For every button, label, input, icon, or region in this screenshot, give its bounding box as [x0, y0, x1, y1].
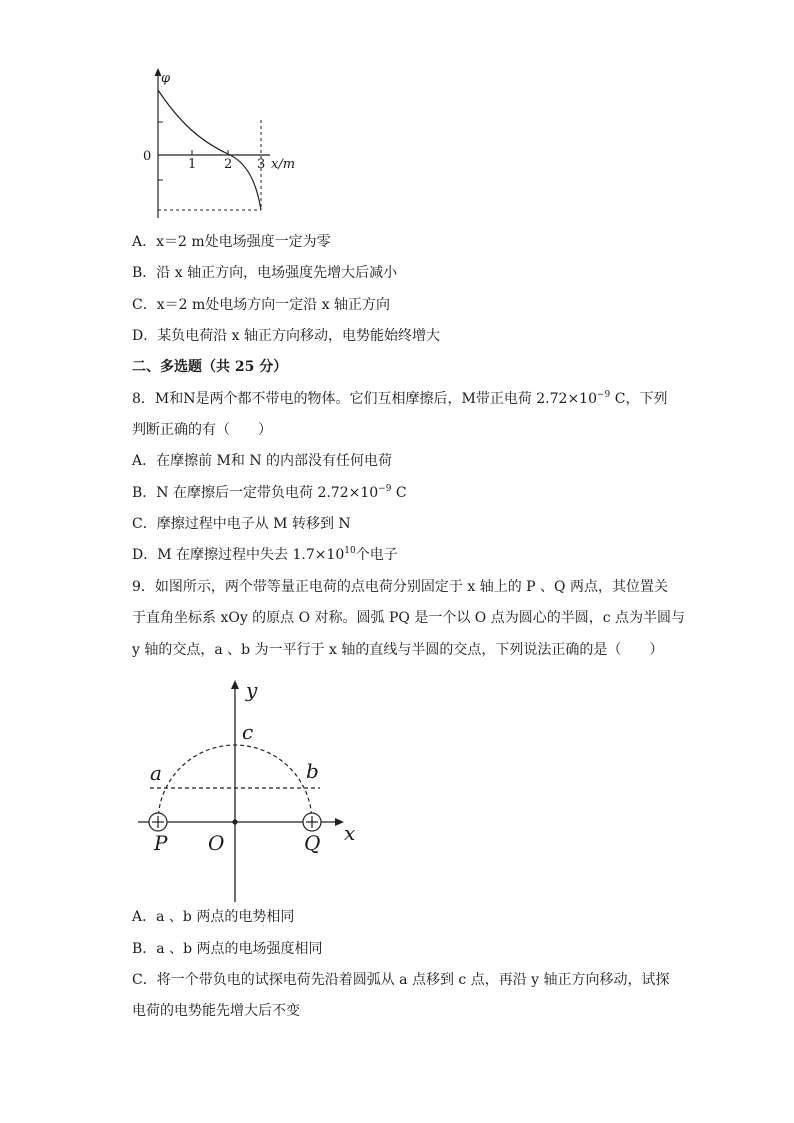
y-axis-label: φ: [161, 71, 171, 86]
q7-option-b: B．沿 x 轴正方向，电场强度先增大后减小: [132, 265, 398, 281]
tick-label-2: 2: [224, 157, 233, 172]
x-axis-arrow-icon: [335, 818, 344, 826]
y-axis-label: y: [246, 678, 258, 702]
q9-option-c-line2: 电荷的电势能先增大后不变: [132, 1003, 300, 1019]
q8-option-d-unit: 个电子: [355, 547, 398, 563]
q9-stem-line3: y 轴的交点，a 、b 为一平行于 x 轴的直线与半圆的交点，下列说法正确的是（ ）: [132, 642, 664, 658]
point-p-label: P: [154, 831, 168, 855]
q8-option-b-text: B．N 在摩擦后一定带负电荷 2.72×10: [132, 485, 379, 501]
q7-option-a: A．x＝2 m处电场强度一定为零: [132, 234, 331, 250]
point-c-label: c: [242, 720, 254, 744]
q7-option-c: C．x＝2 m处电场方向一定沿 x 轴正方向: [132, 297, 391, 313]
q9-stem-line2: 于直角坐标系 xOy 的原点 O 对称。圆弧 PQ 是一个以 O 点为圆心的半圆，c 点为半圆与: [132, 610, 686, 626]
q8-option-c: C．摩擦过程中电子从 M 转移到 N: [132, 516, 351, 532]
potential-graph: [138, 62, 318, 222]
x-axis-label: x/m: [271, 157, 296, 172]
point-a-label: a: [150, 761, 162, 785]
y-axis-arrow-icon: [231, 680, 239, 689]
q8-option-a: A．在摩擦前 M和 N 的内部没有任何电荷: [132, 453, 393, 469]
section-heading: 二、多选题（共 25 分）: [132, 359, 288, 375]
q8-stem-unit: C，下列: [610, 391, 668, 407]
potential-curve: [158, 90, 261, 210]
point-o-label: O: [208, 831, 225, 855]
tick-label-3: 3: [257, 157, 266, 172]
q8-stem-line1: [132, 389, 667, 411]
tick-label-1: 1: [188, 157, 197, 172]
q7-option-d: D．某负电荷沿 x 轴正方向移动，电势能始终增大: [132, 328, 441, 344]
q8-option-b: [132, 483, 407, 505]
q9-stem-line1: 9．如图所示，两个带等量正电荷的点电荷分别固定于 x 轴上的 P 、Q 两点，其位置关: [132, 579, 668, 595]
q8-option-d-exponent: 10: [344, 546, 356, 556]
origin-label: 0: [143, 149, 152, 164]
q9-option-c-line1: C．将一个带负电的试探电荷先沿着圆弧从 a 点移到 c 点，再沿 y 轴正方向移动，试探: [132, 972, 670, 988]
q8-option-b-unit: C: [391, 485, 407, 501]
x-axis-label: x: [344, 821, 356, 845]
q9-option-b: B．a 、b 两点的电场强度相同: [132, 941, 323, 957]
point-q-label: Q: [304, 831, 321, 855]
q8-stem-text: 8．M和N是两个都不带电的物体。它们互相摩擦后，M带正电荷 2.72×10: [132, 391, 597, 407]
origin-point: [232, 819, 237, 824]
q9-option-a: A．a 、b 两点的电势相同: [132, 909, 295, 925]
q8-option-d-text: D．M 在摩擦过程中失去 1.7×10: [132, 547, 345, 563]
q8-option-b-exponent: −9: [378, 484, 392, 494]
q8-stem-line2: 判断正确的有（ ）: [132, 422, 272, 438]
q8-option-d: [132, 545, 398, 567]
charges-semicircle-diagram: [130, 676, 370, 904]
point-b-label: b: [306, 759, 319, 783]
q8-stem-exponent: −9: [597, 390, 611, 400]
